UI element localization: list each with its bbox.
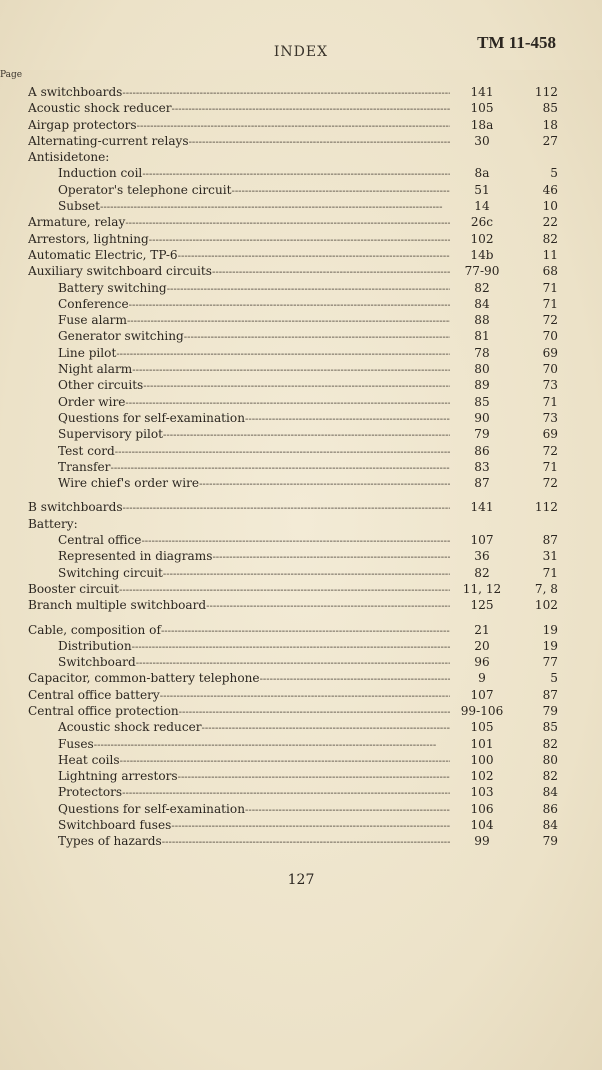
index-subentry xyxy=(28,752,556,768)
entry-paragraph: 79 xyxy=(474,427,490,442)
entry-label: Questions for self-examination - - - xyxy=(28,801,450,819)
index-subentry xyxy=(28,410,556,426)
entry-paragraph: 101 xyxy=(470,736,494,751)
index-subentry xyxy=(28,280,556,296)
entry-label: Protectors - - - xyxy=(28,784,450,802)
entry-page: 22 xyxy=(542,215,558,230)
index-entry xyxy=(28,133,556,149)
entry-label: Other circuits - - - xyxy=(28,377,450,395)
entry-page: 69 xyxy=(542,345,558,360)
entry-paragraph: 99-106 xyxy=(460,703,504,718)
entry-page: 71 xyxy=(542,565,558,580)
entry-label: Wire chief's order wire - - - xyxy=(28,475,450,493)
entry-label: Transfer - - - xyxy=(28,459,450,477)
entry-label: Heat coils - - - xyxy=(28,752,450,770)
entry-page: 71 xyxy=(542,296,558,311)
index-entries xyxy=(28,84,556,850)
index-entry xyxy=(28,597,556,613)
index-subentry xyxy=(28,426,556,442)
entry-label: Central office - - - xyxy=(28,532,450,550)
entry-label: Lightning arrestors - - - xyxy=(28,768,450,786)
index-entry xyxy=(28,263,556,279)
entry-page: 7, 8 xyxy=(534,581,558,596)
entry-page: 85 xyxy=(542,101,558,116)
entry-page: 31 xyxy=(542,549,558,564)
entry-page: 68 xyxy=(542,264,558,279)
index-entry xyxy=(28,214,556,230)
entry-label: B switchboards - - - xyxy=(28,499,450,517)
entry-paragraph: 87 xyxy=(474,476,490,491)
index-entry xyxy=(28,670,556,686)
page-column-header: Page xyxy=(0,70,602,1070)
entry-label: Acoustic shock reducer - - - xyxy=(28,100,450,118)
index-entry xyxy=(28,581,556,597)
index-entry xyxy=(28,84,556,100)
entry-label: Central office protection - - - xyxy=(28,703,450,721)
index-entry xyxy=(28,100,556,116)
entry-paragraph: 85 xyxy=(474,394,490,409)
entry-page: 84 xyxy=(542,785,558,800)
entry-paragraph: 107 xyxy=(470,533,494,548)
entry-label: Acoustic shock reducer - - - xyxy=(28,719,450,737)
entry-paragraph: 125 xyxy=(470,598,494,613)
entry-label: Switchboard fuses - - - xyxy=(28,817,450,835)
entry-page: 69 xyxy=(542,427,558,442)
entry-paragraph: 90 xyxy=(474,410,490,425)
entry-paragraph: 104 xyxy=(470,818,494,833)
entry-paragraph: 78 xyxy=(474,345,490,360)
entry-label: Switchboard - - - xyxy=(28,654,450,672)
entry-page: 86 xyxy=(542,801,558,816)
entry-paragraph: 77-90 xyxy=(464,264,500,279)
entry-paragraph: 30 xyxy=(474,133,490,148)
entry-paragraph: 36 xyxy=(474,549,490,564)
entry-paragraph: 102 xyxy=(470,769,494,784)
entry-label: Induction coil - - - xyxy=(28,165,450,183)
entry-label: Fuses - - - xyxy=(28,736,450,754)
entry-label: A switchboards - - - xyxy=(28,84,450,102)
index-subentry xyxy=(28,394,556,410)
index-subentry xyxy=(28,768,556,784)
index-subentry xyxy=(28,182,556,198)
entry-label: Test cord - - - xyxy=(28,443,450,461)
entry-label: Arrestors, lightning - - - xyxy=(28,231,450,249)
entry-paragraph: 88 xyxy=(474,313,490,328)
entry-paragraph: 107 xyxy=(470,687,494,702)
page-number: 127 xyxy=(287,872,315,888)
entry-paragraph: 18a xyxy=(470,117,494,132)
entry-page: 112 xyxy=(534,85,558,99)
entry-page: 70 xyxy=(542,362,558,377)
entry-label: Distribution - - - xyxy=(28,638,450,656)
entry-label: Night alarm - - - xyxy=(28,361,450,379)
entry-paragraph: 96 xyxy=(474,655,490,670)
entry-page: 72 xyxy=(542,443,558,458)
entry-page: 85 xyxy=(542,720,558,735)
entry-label: Subset - - - xyxy=(28,198,450,216)
index-subentry xyxy=(28,817,556,833)
index-subentry xyxy=(28,833,556,849)
entry-paragraph: 51 xyxy=(474,182,490,197)
index-subentry xyxy=(28,736,556,752)
entry-paragraph: 82 xyxy=(474,565,490,580)
entry-paragraph: 80 xyxy=(474,362,490,377)
entry-paragraph: 100 xyxy=(470,752,494,767)
index-subentry xyxy=(28,801,556,817)
index-subentry xyxy=(28,654,556,670)
entry-label: Order wire - - - xyxy=(28,394,450,412)
entry-paragraph: 89 xyxy=(474,378,490,393)
entry-paragraph: 105 xyxy=(470,101,494,116)
entry-label: Alternating-current relays - - - xyxy=(28,133,450,151)
index-heading xyxy=(28,516,556,532)
entry-paragraph: 11, 12 xyxy=(462,581,502,596)
entry-paragraph: 99 xyxy=(474,834,490,849)
entry-page: 73 xyxy=(542,378,558,393)
entry-paragraph: 9 xyxy=(478,671,486,686)
entry-page: 87 xyxy=(542,533,558,548)
index-subentry xyxy=(28,719,556,735)
index-entry xyxy=(28,703,556,719)
entry-page: 87 xyxy=(542,687,558,702)
entry-label: Conference - - - xyxy=(28,296,450,314)
index-entry xyxy=(28,499,556,515)
entry-page: 72 xyxy=(542,313,558,328)
entry-page: 70 xyxy=(542,329,558,344)
entry-page: 84 xyxy=(542,818,558,833)
entry-page: 79 xyxy=(542,834,558,849)
entry-paragraph: 86 xyxy=(474,443,490,458)
entry-page: 72 xyxy=(542,476,558,491)
entry-paragraph: 84 xyxy=(474,296,490,311)
entry-label: Capacitor, common-battery telephone - - - xyxy=(28,670,450,688)
entry-page: 82 xyxy=(542,231,558,246)
entry-page: 102 xyxy=(534,598,558,613)
page-title: INDEX xyxy=(273,44,329,60)
entry-paragraph: 14 xyxy=(474,199,490,214)
entry-page: 80 xyxy=(542,752,558,767)
entry-page: 27 xyxy=(542,133,558,148)
entry-label: Battery switching - - - xyxy=(28,280,450,298)
index-subentry xyxy=(28,345,556,361)
index-subentry xyxy=(28,532,556,548)
entry-page: 79 xyxy=(542,703,558,718)
entry-page: 82 xyxy=(542,769,558,784)
entry-label: Battery: xyxy=(28,516,78,531)
entry-paragraph: 105 xyxy=(470,720,494,735)
entry-label: Fuse alarm - - - xyxy=(28,312,450,330)
index-subentry xyxy=(28,296,556,312)
entry-paragraph: 14b xyxy=(470,247,494,262)
entry-label: Questions for self-examination - - - xyxy=(28,410,450,428)
entry-page: 19 xyxy=(542,622,558,637)
entry-label: Supervisory pilot - - - xyxy=(28,426,450,444)
entry-label: Antisidetone: xyxy=(28,150,110,165)
index-subentry xyxy=(28,312,556,328)
entry-page: 19 xyxy=(542,638,558,653)
entry-label: Central office battery - - - xyxy=(28,687,450,705)
entry-page: 11 xyxy=(542,247,558,262)
entry-page: 10 xyxy=(542,199,558,214)
index-subentry xyxy=(28,638,556,654)
entry-label: Switching circuit - - - xyxy=(28,565,450,583)
entry-page: 82 xyxy=(542,736,558,751)
index-subentry xyxy=(28,459,556,475)
entry-page: 71 xyxy=(542,394,558,409)
entry-paragraph: 83 xyxy=(474,459,490,474)
entry-label: Represented in diagrams - - - xyxy=(28,548,450,566)
entry-page: 71 xyxy=(542,459,558,474)
entry-page: 71 xyxy=(542,280,558,295)
entry-label: Operator's telephone circuit - - - xyxy=(28,182,450,200)
entry-paragraph: 81 xyxy=(474,329,490,344)
entry-label: Armature, relay - - - xyxy=(28,214,450,232)
index-entry xyxy=(28,687,556,703)
entry-label: Booster circuit - - - xyxy=(28,581,450,599)
entry-label: Branch multiple switchboard - - - xyxy=(28,597,450,615)
entry-paragraph: 26c xyxy=(470,215,494,230)
index-entry xyxy=(28,117,556,133)
index-entry xyxy=(28,622,556,638)
index-subentry xyxy=(28,328,556,344)
entry-label: Airgap protectors - - - xyxy=(28,117,450,135)
index-subentry xyxy=(28,165,556,181)
entry-paragraph: 21 xyxy=(474,622,490,637)
index-subentry xyxy=(28,548,556,564)
entry-page: 112 xyxy=(534,500,558,515)
index-subentry xyxy=(28,377,556,393)
entry-label: Generator switching - - - xyxy=(28,328,450,346)
entry-paragraph: 82 xyxy=(474,280,490,295)
entry-paragraph: 102 xyxy=(470,231,494,246)
entry-label: Automatic Electric, TP-6 - - - xyxy=(28,247,450,265)
entry-page: 77 xyxy=(542,655,558,670)
index-entry xyxy=(28,231,556,247)
index-entry xyxy=(28,247,556,263)
index-subentry xyxy=(28,198,556,214)
index-subentry xyxy=(28,784,556,800)
entry-label: Auxiliary switchboard circuits - - - xyxy=(28,263,450,281)
entry-page: 5 xyxy=(550,166,558,181)
entry-paragraph: 103 xyxy=(470,785,494,800)
entry-paragraph: 106 xyxy=(470,801,494,816)
entry-page: 18 xyxy=(542,117,558,132)
entry-paragraph: 141 xyxy=(470,500,494,515)
entry-page: 5 xyxy=(550,671,558,686)
entry-paragraph: 20 xyxy=(474,638,490,653)
entry-label: Cable, composition of - - - xyxy=(28,622,450,640)
entry-paragraph: 8a xyxy=(474,166,490,181)
index-subentry xyxy=(28,443,556,459)
index-subentry xyxy=(28,565,556,581)
entry-label: Line pilot - - - xyxy=(28,345,450,363)
entry-page: 46 xyxy=(542,182,558,197)
index-subentry xyxy=(28,475,556,491)
entry-page: 73 xyxy=(542,410,558,425)
entry-paragraph: 141 xyxy=(470,85,494,99)
entry-label: Types of hazards - - - xyxy=(28,833,450,851)
index-subentry xyxy=(28,361,556,377)
manual-number: TM 11-458 xyxy=(477,33,556,52)
index-heading xyxy=(28,149,556,165)
